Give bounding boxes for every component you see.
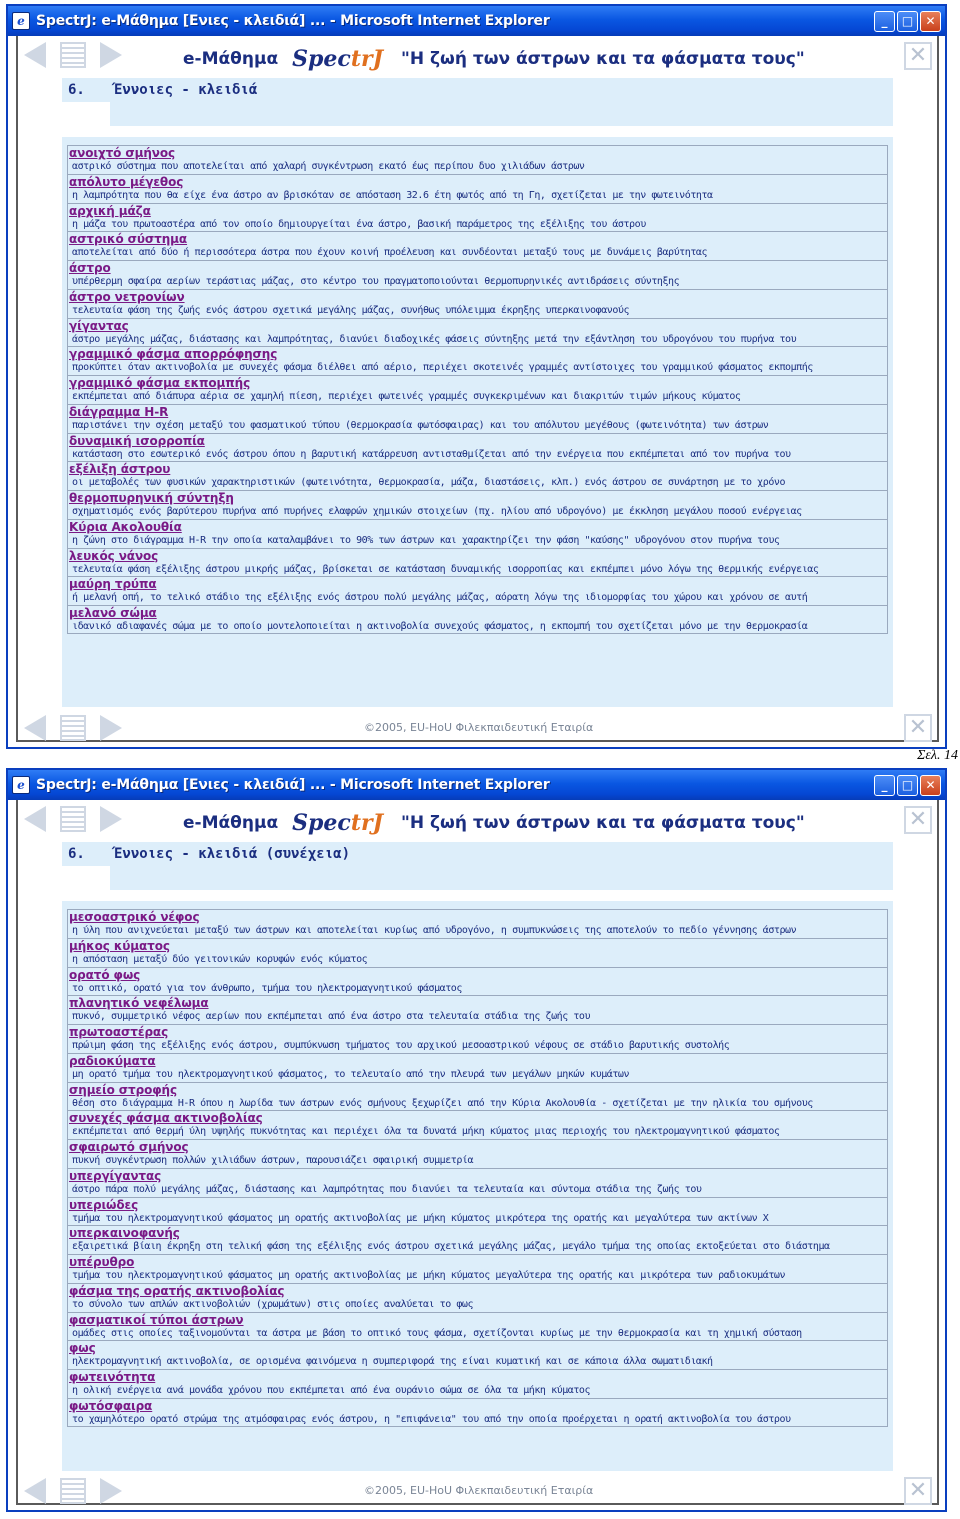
course-title: "Η ζωή των άστρων και τα φάσματα τους" — [401, 49, 805, 69]
glossary-definition: πυκνή συγκέντρωση πολλών χιλιάδων άστρων, παρουσιάζει σφαιρική συμμετρία — [72, 1155, 474, 1166]
glossary-term-link[interactable]: δυναμική ισορροπία — [69, 433, 205, 448]
glossary-item — [67, 548, 888, 577]
glossary-term-link[interactable]: υπέρυθρο — [69, 1255, 135, 1269]
glossary-item — [67, 1225, 888, 1254]
glossary-item — [67, 375, 888, 404]
glossary-definition: κατάσταση στο εσωτερικό ενός άστρου όπου η βαρυτική κατάρρευση αντισταθμίζεται από την ενέργεια που εκπέμπεται από τον πυρήνα του — [72, 448, 791, 460]
glossary-definition: μη ορατό τμήμα του ηλεκτρομαγνητικού φάσματος, το τελευταίο από την πλευρά των μεγάλων μηκών κυμάτων — [72, 1068, 630, 1080]
glossary-item — [67, 1312, 888, 1341]
course-title: "Η ζωή των άστρων και τα φάσματα τους" — [401, 813, 805, 833]
minimize-button[interactable]: _ — [874, 775, 895, 796]
e-mathima-label: e-Μάθημα — [183, 49, 279, 69]
lesson-header — [183, 808, 805, 838]
glossary-item — [67, 519, 888, 548]
section-title: Έννοιες - κλειδιά (συνέχεια) — [114, 846, 351, 862]
lesson-frame — [16, 36, 939, 742]
glossary-definition: εκπέμπεται από θερμή ύλη υψηλής πυκνότητας και περιέχει όλα τα δυνατά μήκη κύματος μιας περιοχής του ηλεκτρομαγνητικού φάσματος — [72, 1126, 780, 1138]
browser-window-page-2 — [6, 768, 947, 1512]
glossary-definition: άστρο μεγάλης μάζας, διάστασης και λαμπρότητας, διανύει διαδοχικές φάσεις σύντηξης μετά την εξάντληση του υδρογόνου του πυρήνα του — [72, 333, 797, 345]
glossary-item — [67, 461, 888, 490]
glossary-item — [67, 605, 888, 634]
spectrj-logo: Spec trJ — [292, 46, 383, 72]
glossary-term-link[interactable]: πρωτοαστέρας — [69, 1025, 169, 1039]
minimize-button[interactable]: _ — [874, 11, 895, 32]
glossary-term-link[interactable]: φασματικοί τύποι άστρων — [69, 1312, 244, 1327]
browser-window-page-1 — [6, 4, 947, 749]
glossary-item — [67, 174, 888, 203]
close-lesson-icon[interactable]: ✕ — [904, 806, 932, 834]
section-title: Έννοιες - κλειδιά — [114, 82, 258, 98]
glossary-definition: υπέρθερμη σφαίρα αερίων τεράστιας μάζας, στο κέντρο του πραγματοποιούνται θερμοπυρηνικές αντιδράσεις σύντηξης — [72, 276, 680, 287]
glossary-definition: τελευταία φάση της ζωής ενός άστρου σχετικά μεγάλης μάζας, συνήθως υπόλειμμα έκρηξης υπερκαινοφανούς — [72, 304, 630, 316]
glossary-definition: οι μεταβολές των φυσικών χαρακτηριστικών (φωτεινότητα, θερμοκρασία, μάζα, διαστάσεις, κλπ.) ενός άστρου σε συνάρτηση με το χρόνο — [72, 477, 786, 489]
glossary-item — [67, 1197, 888, 1226]
glossary-definition: αποτελείται από δύο ή περισσότερα άστρα που έχουν κοινή προέλευση και συνδέονται μεταξύ τους με δυνάμεις βαρύτητας — [72, 247, 708, 259]
glossary-term-link[interactable]: πλανητικό νεφέλωμα — [69, 996, 209, 1011]
footer-bar — [18, 1472, 937, 1512]
glossary-term-link[interactable]: υπεριώδες — [69, 1197, 139, 1212]
glossary-item — [67, 289, 888, 318]
glossary-term-link[interactable]: σημείο στροφής — [69, 1082, 177, 1097]
glossary-item — [67, 995, 888, 1024]
glossary-definition: θέση στο διάγραμμα H-R όπου η λωρίδα των άστρων ενός σμήνους ξεχωρίζει από την Κύρια Ακολουθία - σχετίζεται με την ηλικία του σμήνους — [72, 1097, 813, 1109]
close-lesson-icon[interactable]: ✕ — [904, 714, 932, 742]
glossary-item — [67, 967, 888, 996]
glossary-item — [67, 1254, 888, 1283]
glossary-item — [67, 576, 888, 605]
glossary-item — [67, 145, 888, 174]
back-arrow-icon[interactable] — [24, 715, 46, 741]
lesson-header — [183, 44, 805, 74]
glossary-definition: το χαμηλότερο ορατό στρώμα της ατμόσφαιρας ενός άστρου, η "επιφάνεια" του από την οποία προέρχεται η ορατή ακτινοβολία του άστρου — [72, 1413, 791, 1425]
glossary-term-link[interactable]: ραδιοκύματα — [69, 1053, 156, 1068]
contents-list-icon[interactable] — [60, 42, 86, 68]
glossary-definition: ομάδες στις οποίες ταξινομούνται τα άστρα με βάση το οπτικό τους φάσμα, σχετίζονται κυρίως με την θερμοκρασία και τη χημική σύσταση — [72, 1327, 802, 1339]
glossary-term-link[interactable]: φως — [69, 1341, 96, 1356]
glossary-item — [67, 1139, 888, 1168]
glossary-term-link[interactable]: άστρο — [69, 261, 111, 275]
contents-list-icon[interactable] — [60, 1478, 86, 1504]
glossary-definition: η λαμπρότητα που θα είχε ένα άστρο αν βρισκόταν σε απόσταση 32.6 έτη φωτός από τη Γη, σχετίζεται με την φωτεινότητα — [72, 189, 713, 201]
forward-arrow-icon[interactable] — [100, 42, 122, 68]
contents-list-icon[interactable] — [60, 806, 86, 832]
glossary-term-link[interactable]: εξέλιξη άστρου — [69, 462, 171, 477]
back-arrow-icon[interactable] — [24, 806, 46, 832]
glossary-panel — [62, 137, 893, 707]
title-bar[interactable] — [8, 6, 945, 36]
glossary-item — [67, 260, 888, 289]
glossary-term-link[interactable]: λευκός νάνος — [69, 548, 159, 563]
glossary-item — [67, 346, 888, 375]
glossary-term-link[interactable]: γίγαντας — [69, 318, 129, 333]
glossary-definition: προκύπτει όταν ακτινοβολία με συνεχές φάσμα διέλθει από αέριο, περιέχει σκοτεινές γραμμές αντίστοιχες του γραμμικού φάσματος εκπομπής — [72, 362, 813, 374]
forward-arrow-icon[interactable] — [100, 1478, 122, 1504]
section-number: 6. — [68, 82, 85, 98]
glossary-item — [67, 318, 888, 347]
glossary-term-link[interactable]: φωτεινότητα — [69, 1370, 156, 1384]
forward-arrow-icon[interactable] — [100, 715, 122, 741]
glossary-item — [67, 1024, 888, 1053]
glossary-term-link[interactable]: ορατό φως — [69, 967, 141, 982]
copyright-text: ©2005, EU-HoU Φιλεκπαιδευτική Εταιρία — [364, 1484, 594, 1497]
glossary-term-link[interactable]: μαύρη τρύπα — [69, 577, 157, 592]
glossary-term-link[interactable]: γραμμικό φάσμα εκπομπής — [69, 376, 251, 390]
glossary-definition: σχηματισμός ενός βαρύτερου πυρήνα από πυρήνες ελαφρών χημικών στοιχείων (πχ. ηλίου από υδρογόνο) με έκκληση μεγάλου ποσού ενέργειας — [72, 506, 802, 517]
glossary-term-link[interactable]: υπερκαινοφανής — [69, 1226, 180, 1241]
glossary-definition: ιδανικό αδιαφανές σώμα με το οποίο μοντελοποιείται η ακτινοβολία συνεχούς φάσματος, η εκπομπή του σχετίζεται μόνο με την θερμοκρασία — [72, 621, 808, 632]
glossary-term-link[interactable]: φάσμα της ορατής ακτινοβολίας — [69, 1283, 285, 1298]
glossary-term-link[interactable]: γραμμικό φάσμα απορρόφησης — [69, 347, 278, 362]
contents-list-icon[interactable] — [60, 715, 86, 741]
glossary-definition: τμήμα του ηλεκτρομαγνητικού φάσματος μη ορατής ακτινοβολίας με μήκη κύματος μεγαλύτερα της ορατής και μικρότερα των ραδιοκυμάτων — [72, 1270, 786, 1281]
glossary-term-link[interactable]: απόλυτο μέγεθος — [69, 174, 184, 189]
forward-arrow-icon[interactable] — [100, 806, 122, 832]
browser-client-area — [8, 800, 945, 1510]
glossary-term-link[interactable]: άστρο νετρονίων — [69, 289, 185, 304]
close-window-button[interactable]: ✕ — [920, 775, 941, 796]
glossary-item — [67, 1082, 888, 1111]
glossary-definition: η ολική ενέργεια ανά μονάδα χρόνου που εκπέμπεται από ένα ουράνιο σώμα σε όλα τα μήκη κύματος — [72, 1385, 591, 1396]
internet-explorer-icon: e — [12, 776, 30, 794]
glossary-definition: η απόσταση μεταξύ δύο γειτονικών κορυφών ενός κύματος — [72, 953, 368, 965]
glossary-list — [67, 909, 888, 1427]
glossary-definition: τμήμα του ηλεκτρομαγνητικού φάσματος μη ορατής ακτινοβολίας με μήκη κύματος μικρότερα της ορατής και μεγαλύτερα των ακτίνων X — [72, 1212, 769, 1224]
slide-number: Σελ. 14 — [917, 748, 958, 763]
glossary-item — [67, 433, 888, 462]
glossary-definition: η ζώνη στο διάγραμμα H-R την οποία καταλαμβάνει το 90% των άστρων και χαρακτηρίζει την φάση "καύσης" υδρογόνου στον πυρήνα τους — [72, 534, 780, 546]
glossary-term-link[interactable]: μεσοαστρικό νέφος — [69, 910, 200, 924]
glossary-item — [67, 231, 888, 260]
glossary-item — [67, 1168, 888, 1197]
internet-explorer-icon: e — [12, 12, 30, 30]
glossary-definition: εξαιρετικά βίαιη έκρηξη στη τελική φάση της εξέλιξης ενός άστρου σχετικά μεγάλης μάζας, μεγάλο τμήμα της οποίας εκτοξεύεται στο διάστημα — [72, 1241, 830, 1253]
glossary-definition: το σύνολο των απλών ακτινοβολιών (χρωμάτων) στις οποίες αναλύεται το φως — [72, 1298, 474, 1310]
glossary-item — [67, 203, 888, 232]
glossary-item — [67, 938, 888, 967]
glossary-term-link[interactable]: μήκος κύματος — [69, 938, 170, 953]
maximize-button[interactable]: □ — [897, 11, 918, 32]
glossary-definition: το οπτικό, ορατό για τον άνθρωπο, τμήμα του ηλεκτρομαγνητικού φάσματος — [72, 982, 462, 994]
title-bar[interactable] — [8, 770, 945, 800]
close-window-button[interactable]: ✕ — [920, 11, 941, 32]
glossary-term-link[interactable]: ανοιχτό σμήνος — [69, 146, 176, 160]
glossary-term-link[interactable]: συνεχές φάσμα ακτινοβολίας — [69, 1111, 263, 1126]
glossary-term-link[interactable]: διάγραμμα H-R — [69, 404, 169, 419]
lesson-frame — [16, 800, 939, 1505]
glossary-term-link[interactable]: μελανό σώμα — [69, 606, 157, 620]
section-number: 6. — [68, 846, 85, 862]
glossary-definition: αστρικό σύστημα που αποτελείται από χαλαρή συγκέντρωση εκατό έως περίπου δυο χιλιάδων άστρων — [72, 161, 585, 172]
glossary-item — [67, 909, 888, 938]
glossary-term-link[interactable]: φωτόσφαιρα — [69, 1398, 153, 1413]
back-arrow-icon[interactable] — [24, 42, 46, 68]
glossary-item — [67, 1053, 888, 1082]
back-arrow-icon[interactable] — [24, 1478, 46, 1504]
e-mathima-label: e-Μάθημα — [183, 813, 279, 833]
close-lesson-icon[interactable]: ✕ — [904, 42, 932, 70]
glossary-list — [67, 145, 888, 634]
glossary-item — [67, 1110, 888, 1139]
glossary-definition: η ύλη που ανιχνεύεται μεταξύ των άστρων και αποτελείται κυρίως από υδρογόνο, η συμπυκνώσεις της αποτελούν το πεδίο γέννησης άστρων — [72, 925, 797, 936]
glossary-definition: εκπέμπεται από διάπυρα αέρια σε χαμηλή πίεση, περιέχει φωτεινές γραμμές συγκεκριμένων και διακριτών τιμών μήκους κύματος — [72, 391, 741, 402]
maximize-button[interactable]: □ — [897, 775, 918, 796]
glossary-panel — [62, 901, 893, 1471]
glossary-definition: άστρο πάρα πολύ μεγάλης μάζας, διάστασης και λαμπρότητας που διανύει τα τελευταία και σύντομα στάδια της ζωής του — [72, 1183, 702, 1195]
browser-client-area — [8, 36, 945, 747]
glossary-item — [67, 1398, 888, 1427]
glossary-definition: ή μελανή οπή, το τελικό στάδιο της εξέλιξης ενός άστρου πολύ μεγάλης μάζας, αόρατη λόγω της ιδιομορφίας του χώρου και χρόνου σε αυτή — [72, 592, 808, 604]
glossary-item — [67, 1369, 888, 1398]
glossary-definition: η μάζα του πρωτοαστέρα από τον οποίο δημιουργείται ένα άστρο, βασική παράμετρος της εξέλιξης του άστρου — [72, 218, 646, 230]
close-lesson-icon[interactable]: ✕ — [904, 1477, 932, 1505]
window-title: SpectrJ: e-Μάθημα [Ενιες - κλειδιά] ... - Microsoft Internet Explorer — [36, 13, 550, 29]
glossary-item — [67, 1283, 888, 1312]
glossary-term-link[interactable]: αρχική μάζα — [69, 203, 151, 218]
glossary-term-link[interactable]: υπεργίγαντας — [69, 1168, 162, 1183]
glossary-definition: παριστάνει την σχέση μεταξύ του φασματικού τύπου (θερμοκρασία φωτόσφαιρας) και του απόλυτου μεγέθους (φωτεινότητα) των άστρων — [72, 419, 769, 431]
glossary-term-link[interactable]: Κύρια Ακολουθία — [69, 519, 182, 534]
glossary-term-link[interactable]: θερμοπυρηνική σύντηξη — [69, 491, 234, 505]
glossary-definition: ηλεκτρομαγνητική ακτινοβολία, σε ορισμένα φαινόμενα η συμπεριφορά της είναι κυματική και σε κάποια άλλα σωματιδιακή — [72, 1356, 713, 1368]
copyright-text: ©2005, EU-HoU Φιλεκπαιδευτική Εταιρία — [364, 721, 594, 734]
glossary-definition: τελευταία φάση εξέλιξης άστρου μικρής μάζας, βρίσκεται σε κατάσταση δυναμικής ισορροπίας και εκπέμπει μόνο λόγω της θερμικής ενέργειας — [72, 563, 819, 575]
glossary-item — [67, 490, 888, 519]
section-heading — [62, 78, 893, 126]
section-heading — [62, 842, 893, 890]
glossary-item — [67, 1340, 888, 1369]
glossary-term-link[interactable]: σφαιρωτό σμήνος — [69, 1140, 189, 1154]
footer-bar — [18, 709, 937, 749]
glossary-item — [67, 404, 888, 433]
glossary-definition: πυκνό, συμμετρικό νέφος αερίων που εκπέμπεται από ένα άστρο στα τελευταία στάδια της ζωής του — [72, 1011, 591, 1023]
window-title: SpectrJ: e-Μάθημα [Ενιες - κλειδιά] ... - Microsoft Internet Explorer — [36, 777, 550, 793]
glossary-term-link[interactable]: αστρικό σύστημα — [69, 232, 188, 247]
glossary-definition: πρώιμη φάση της εξέλιξης ενός άστρου, συμπύκνωση τμήματος του αρχικού μεσοαστρικού νέφους σε στάδιο βαρυτικής συστολής — [72, 1040, 730, 1051]
spectrj-logo: Spec trJ — [292, 810, 383, 836]
